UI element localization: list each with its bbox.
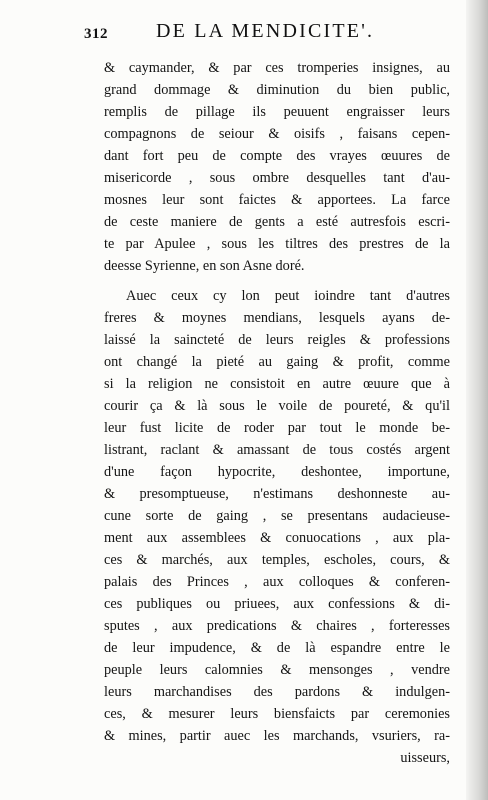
text-line: cune sorte de gaing , se presentans audacieuse-	[104, 508, 450, 524]
text-line: laissé la saincteté de leurs reigles & professions	[104, 332, 450, 348]
catchword: uisseurs,	[400, 750, 450, 766]
text-line: sputes , aux predications & chaires , forteresses	[104, 618, 450, 634]
text-line: te par Apulee , sous les tiltres des prestres de la	[104, 236, 450, 252]
text-line: & caymander, & par ces tromperies insignes, au	[104, 60, 450, 76]
page-number: 312	[84, 26, 108, 42]
body-text	[104, 57, 450, 769]
text-line: palais des Princes , aux colloques & conferen-	[104, 574, 450, 590]
text-line: Auec ceux cy lon peut ioindre tant d'autres	[126, 288, 450, 304]
text-line: ces, & mesurer leurs biensfaicts par ceremonies	[104, 706, 450, 722]
page-edge-shadow	[466, 0, 488, 800]
text-line: & presomptueuse, n'estimans deshonneste au-	[104, 486, 450, 502]
text-line: mosnes leur sont faictes & apportees. La farce	[104, 192, 450, 208]
text-line: peuple leurs calomnies & mensonges , vendre	[104, 662, 450, 678]
page-header	[84, 20, 454, 46]
text-line: d'une façon hypocrite, deshontee, importune,	[104, 464, 450, 480]
text-line: courir ça & là sous le voile de poureté, & qu'il	[104, 398, 450, 414]
running-title: DE LA MENDICITE'.	[156, 20, 375, 42]
text-line: remplis de pillage ils peuuent engraisser leurs	[104, 104, 450, 120]
text-line: grand dommage & diminution du bien public,	[104, 82, 450, 98]
text-line: listrant, raclant & amassant de tous costés argent	[104, 442, 450, 458]
text-line: si la religion ne consistoit en autre œuure que à	[104, 376, 450, 392]
text-line: compagnons de seiour & oisifs , faisans cepen-	[104, 126, 450, 142]
text-line: leurs marchandises des pardons & indulgen-	[104, 684, 450, 700]
text-line: misericorde , sous ombre desquelles tant d'au-	[104, 170, 450, 186]
text-line: ces publiques ou priuees, aux confessions & di-	[104, 596, 450, 612]
paragraph-2	[104, 285, 450, 769]
paragraph-gap	[104, 277, 450, 285]
text-line: freres & moynes mendians, lesquels ayans de-	[104, 310, 450, 326]
text-line: leur fust licite de roder par tout le monde be-	[104, 420, 450, 436]
paragraph-1	[104, 57, 450, 277]
text-line: de leur impudence, & de là espandre entre le	[104, 640, 450, 656]
text-line: ont changé la pieté au gaing & profit, comme	[104, 354, 450, 370]
text-line: dant fort peu de compte des vrayes œuures de	[104, 148, 450, 164]
text-line: de ceste maniere de gents a esté autresfois escri-	[104, 214, 450, 230]
text-line: ment aux assemblees & conuocations , aux pla-	[104, 530, 450, 546]
text-line: & mines, partir auec les marchands, vsuriers, ra-	[104, 728, 450, 744]
text-line: ces & marchés, aux temples, escholes, cours, &	[104, 552, 450, 568]
text-line: deesse Syrienne, en son Asne doré.	[104, 258, 305, 274]
